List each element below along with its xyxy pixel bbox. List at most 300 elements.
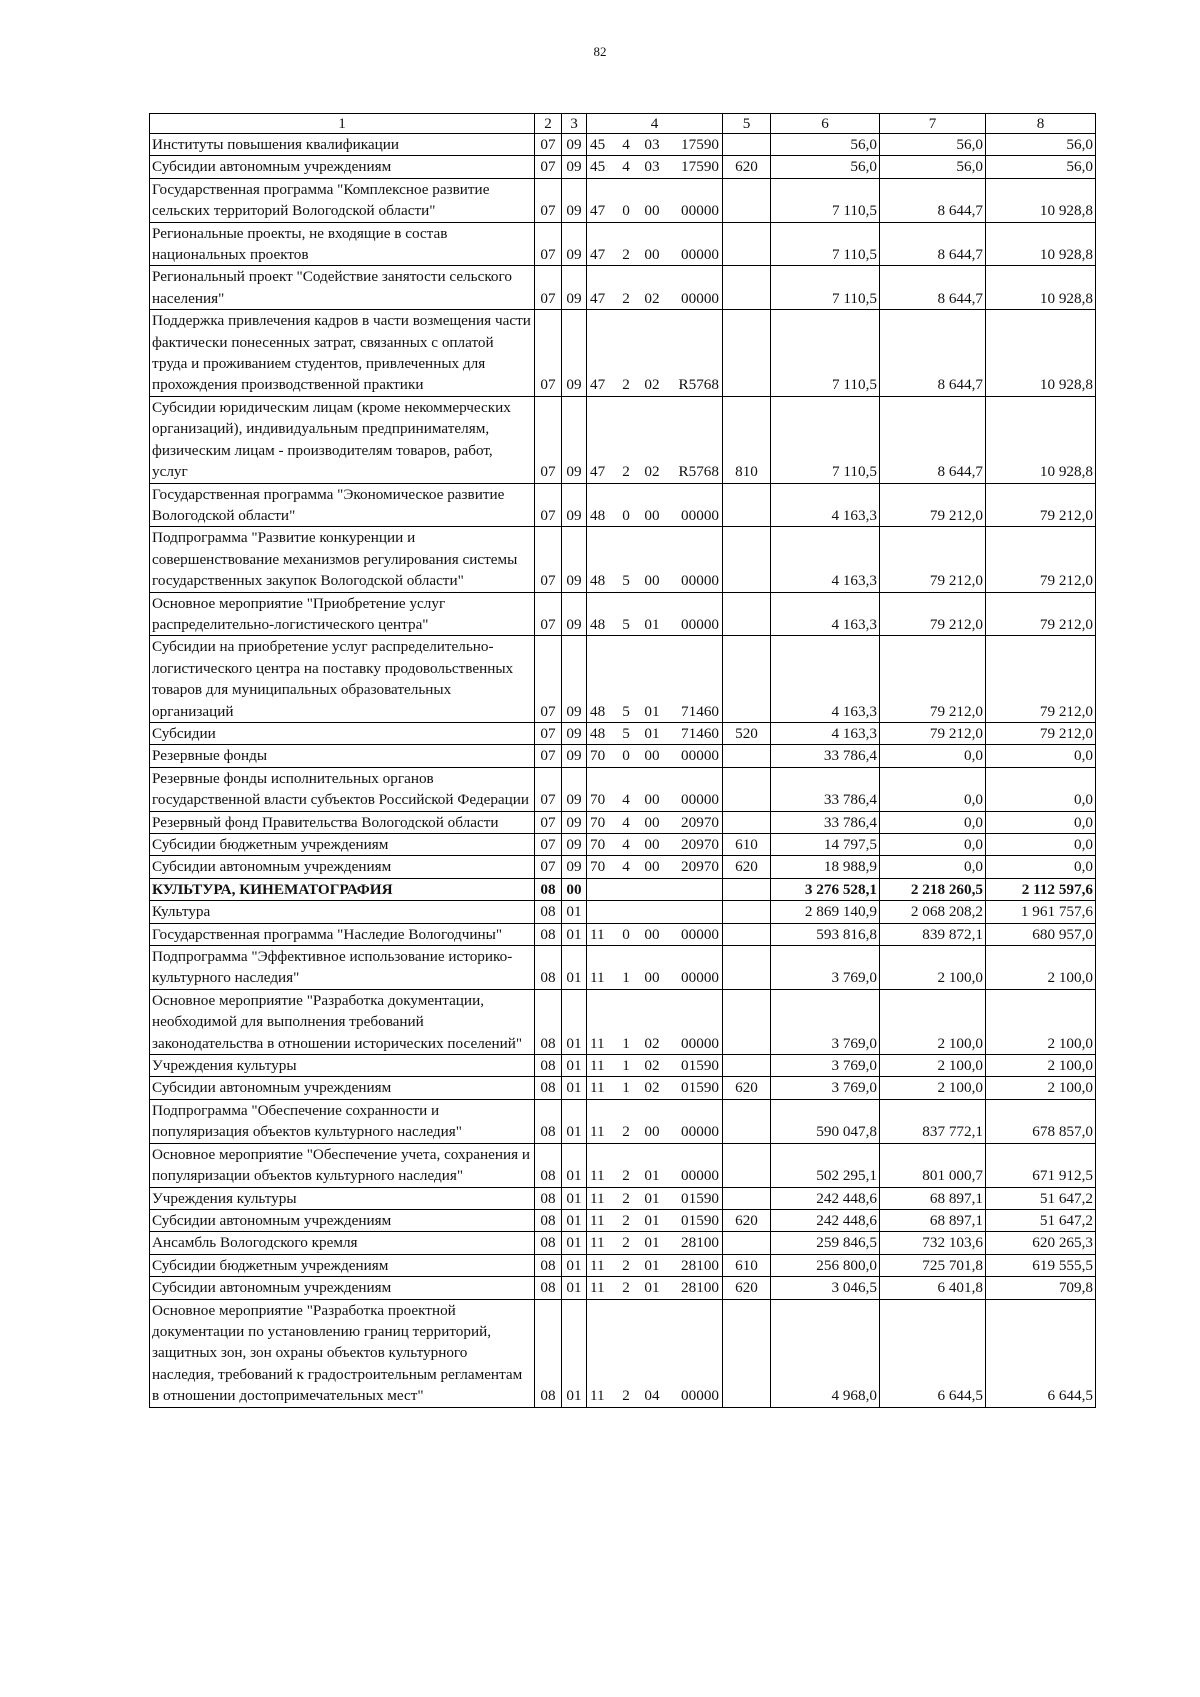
row-subsection: 01 [562,901,587,923]
target-code-p3: 01 [644,1234,660,1252]
row-target-code [587,396,723,483]
row-subsection: 09 [562,527,587,592]
row-section: 08 [535,1099,562,1143]
row-name: Основное мероприятие "Разработка проектной документации по установлению границ территорий, защитных зон, зон охраны объектов культурного наследия, требований к градостроительным регламентам в отношении достопримечательных мест" [150,1299,535,1407]
row-expense-type [723,1143,771,1187]
row-target-code [587,722,723,744]
row-subsection: 09 [562,767,587,811]
target-code-p1: 11 [590,1034,605,1052]
header-col-6: 6 [771,114,880,134]
target-code-p3: 01 [644,724,660,742]
row-amount-year-2: 68 897,1 [880,1209,986,1231]
row-subsection: 01 [562,923,587,945]
target-code-parts [587,1188,722,1209]
target-code-parts [587,1385,722,1406]
target-code-parts [587,1232,722,1253]
row-amount-year-1: 7 110,5 [771,178,880,222]
target-code-p1: 11 [590,925,605,943]
table-row [150,1232,1096,1254]
target-code-parts [587,288,722,309]
row-subsection: 09 [562,134,587,156]
row-subsection: 09 [562,156,587,178]
row-target-code [587,1232,723,1254]
row-name: Субсидии автономным учреждениям [150,1277,535,1299]
row-amount-year-1: 4 163,3 [771,722,880,744]
row-amount-year-2: 732 103,6 [880,1232,986,1254]
target-code-p2: 0 [622,506,630,524]
row-expense-type [723,1099,771,1143]
row-section: 07 [535,592,562,636]
table-row [150,834,1096,856]
target-code-p2: 2 [622,1123,630,1141]
target-code-p3: 00 [644,925,660,943]
row-amount-year-1: 33 786,4 [771,745,880,767]
target-code-p4: R5768 [678,376,719,394]
row-amount-year-2: 837 772,1 [880,1099,986,1143]
row-expense-type [723,745,771,767]
header-col-4: 4 [587,114,723,134]
target-code-p4: 00000 [681,1123,719,1141]
row-subsection: 09 [562,483,587,527]
table-row [150,745,1096,767]
target-code-p3: 02 [644,1034,660,1052]
target-code-parts [587,1033,722,1054]
target-code-parts [587,924,722,945]
target-code-p2: 2 [622,289,630,307]
target-code-p4: 17590 [681,158,719,176]
row-target-code [587,266,723,310]
target-code-p3: 04 [644,1387,660,1405]
row-amount-year-2: 2 100,0 [880,946,986,990]
row-amount-year-2: 56,0 [880,134,986,156]
target-code-p3: 00 [644,969,660,987]
row-subsection: 01 [562,989,587,1054]
row-amount-year-1: 4 968,0 [771,1299,880,1407]
row-amount-year-1: 56,0 [771,134,880,156]
row-section: 08 [535,1187,562,1209]
row-subsection: 09 [562,222,587,266]
row-expense-type: 610 [723,834,771,856]
row-subsection: 09 [562,856,587,878]
row-amount-year-1: 3 276 528,1 [771,878,880,900]
row-amount-year-3: 10 928,8 [986,178,1096,222]
row-name: Региональные проекты, не входящие в состав национальных проектов [150,222,535,266]
target-code-parts [587,1165,722,1186]
row-target-code [587,1277,723,1299]
target-code-p3: 02 [644,376,660,394]
row-amount-year-3: 10 928,8 [986,222,1096,266]
row-amount-year-1: 3 769,0 [771,1077,880,1099]
target-code-p1: 11 [590,1387,605,1405]
row-section: 08 [535,1143,562,1187]
row-amount-year-1: 56,0 [771,156,880,178]
row-amount-year-2: 79 212,0 [880,483,986,527]
row-name: Подпрограмма "Развитие конкуренции и совершенствование механизмов регулирования системы государственных закупок Вологодской области" [150,527,535,592]
row-amount-year-3: 79 212,0 [986,636,1096,723]
target-code-p2: 2 [622,1211,630,1229]
row-amount-year-1: 7 110,5 [771,310,880,397]
target-code-p2: 2 [622,1256,630,1274]
row-name: Субсидии автономным учреждениям [150,856,535,878]
row-amount-year-1: 4 163,3 [771,636,880,723]
table-row [150,134,1096,156]
target-code-p4: 00000 [681,506,719,524]
target-code-parts [587,156,722,177]
row-expense-type [723,1187,771,1209]
row-name: Субсидии бюджетным учреждениям [150,1254,535,1276]
header-row [150,114,1096,134]
target-code-p1: 70 [590,858,606,876]
row-expense-type [723,989,771,1054]
table-row [150,901,1096,923]
target-code-p2: 4 [622,158,630,176]
row-section: 08 [535,1254,562,1276]
target-code-p4: 01590 [681,1189,719,1207]
target-code-p4: 28100 [681,1234,719,1252]
target-code-p4: 71460 [681,702,719,720]
row-target-code [587,811,723,833]
row-expense-type [723,923,771,945]
target-code-p2: 1 [622,1057,630,1075]
row-section: 07 [535,310,562,397]
row-expense-type: 520 [723,722,771,744]
target-code-p2: 2 [622,463,630,481]
table-row [150,1099,1096,1143]
target-code-p1: 11 [590,969,605,987]
row-amount-year-2: 8 644,7 [880,222,986,266]
row-name: Субсидии на приобретение услуг распределительно-логистического центра на поставку продовольственных товаров для муниципальных образовательных организаций [150,636,535,723]
row-amount-year-2: 79 212,0 [880,527,986,592]
row-subsection: 00 [562,878,587,900]
row-section: 07 [535,834,562,856]
target-code-parts [587,1077,722,1098]
row-amount-year-3: 620 265,3 [986,1232,1096,1254]
target-code-p3: 00 [644,791,660,809]
target-code-p3: 00 [644,747,660,765]
target-code-p2: 2 [622,1234,630,1252]
target-code-parts [587,1210,722,1231]
row-section: 07 [535,396,562,483]
target-code-p4: 20970 [681,836,719,853]
row-name: Региональный проект "Содействие занятости сельского населения" [150,266,535,310]
row-target-code [587,527,723,592]
target-code-p2: 2 [622,1167,630,1185]
row-amount-year-1: 2 869 140,9 [771,901,880,923]
target-code-p1: 48 [590,572,606,590]
target-code-p2: 4 [622,858,630,876]
row-target-code [587,483,723,527]
target-code-p3: 02 [644,289,660,307]
target-code-p3: 00 [644,572,660,590]
row-expense-type [723,878,771,900]
row-name: Субсидии [150,722,535,744]
row-expense-type: 810 [723,396,771,483]
row-target-code [587,1254,723,1276]
row-amount-year-1: 3 046,5 [771,1277,880,1299]
target-code-parts [587,701,722,722]
target-code-p3: 00 [644,813,660,831]
row-amount-year-1: 33 786,4 [771,767,880,811]
row-subsection: 09 [562,636,587,723]
target-code-p2: 1 [622,1079,630,1097]
row-section: 08 [535,1299,562,1407]
target-code-p4: 00000 [681,969,719,987]
row-name: Субсидии бюджетным учреждениям [150,834,535,856]
target-code-p3: 01 [644,1211,660,1229]
row-subsection: 01 [562,1099,587,1143]
row-amount-year-3: 2 100,0 [986,1077,1096,1099]
row-section: 08 [535,923,562,945]
row-target-code [587,134,723,156]
target-code-parts [587,461,722,482]
row-target-code [587,1143,723,1187]
row-amount-year-3: 10 928,8 [986,310,1096,397]
row-subsection: 01 [562,1232,587,1254]
row-target-code [587,310,723,397]
target-code-p4: 00000 [681,572,719,590]
row-name: Государственная программа "Экономическое развитие Вологодской области" [150,483,535,527]
table-row [150,856,1096,878]
target-code-p2: 2 [622,376,630,394]
row-amount-year-3: 79 212,0 [986,592,1096,636]
row-name: Субсидии юридическим лицам (кроме некоммерческих организаций), индивидуальным предпринимателям, физическим лицам - производителям товаров, работ, услуг [150,396,535,483]
table-row [150,156,1096,178]
row-amount-year-3: 10 928,8 [986,396,1096,483]
table-body [150,134,1096,1408]
row-amount-year-2: 0,0 [880,811,986,833]
row-expense-type [723,1232,771,1254]
row-amount-year-3: 0,0 [986,811,1096,833]
header-col-1: 1 [150,114,535,134]
row-section: 07 [535,156,562,178]
target-code-p4: 00000 [681,1387,719,1405]
target-code-p3: 01 [644,1279,660,1297]
row-amount-year-3: 680 957,0 [986,923,1096,945]
row-target-code [587,946,723,990]
row-name: Резервные фонды [150,745,535,767]
row-name: КУЛЬТУРА, КИНЕМАТОГРАФИЯ [150,878,535,900]
row-amount-year-3: 51 647,2 [986,1187,1096,1209]
row-target-code [587,745,723,767]
header-col-2: 2 [535,114,562,134]
row-amount-year-1: 7 110,5 [771,266,880,310]
row-section: 07 [535,266,562,310]
row-expense-type [723,1299,771,1407]
row-amount-year-2: 801 000,7 [880,1143,986,1187]
row-amount-year-3: 2 112 597,6 [986,878,1096,900]
table-row [150,767,1096,811]
table-row [150,178,1096,222]
row-target-code [587,901,723,923]
row-section: 07 [535,222,562,266]
target-code-p3: 00 [644,1123,660,1141]
target-code-p2: 4 [622,136,630,153]
row-amount-year-2: 2 218 260,5 [880,878,986,900]
target-code-parts [587,812,722,833]
target-code-p1: 47 [590,202,606,220]
target-code-parts [587,505,722,526]
row-section: 07 [535,527,562,592]
target-code-p3: 00 [644,836,660,853]
row-amount-year-2: 56,0 [880,156,986,178]
row-section: 07 [535,636,562,723]
target-code-p1: 70 [590,836,606,853]
row-subsection: 01 [562,1143,587,1187]
target-code-p1: 47 [590,289,606,307]
row-amount-year-3: 6 644,5 [986,1299,1096,1407]
row-expense-type [723,178,771,222]
target-code-p3: 02 [644,463,660,481]
row-expense-type [723,946,771,990]
table-row [150,310,1096,397]
row-subsection: 01 [562,1209,587,1231]
header-col-8: 8 [986,114,1096,134]
row-amount-year-1: 242 448,6 [771,1187,880,1209]
row-name: Основное мероприятие "Приобретение услуг распределительно-логистического центра" [150,592,535,636]
target-code-p4: 01590 [681,1057,719,1075]
row-subsection: 09 [562,722,587,744]
table-row [150,527,1096,592]
target-code-parts [587,1277,722,1298]
row-expense-type: 620 [723,1209,771,1231]
row-amount-year-2: 79 212,0 [880,722,986,744]
row-section: 08 [535,878,562,900]
row-amount-year-3: 0,0 [986,856,1096,878]
target-code-p4: 00000 [681,202,719,220]
target-code-parts [587,244,722,265]
row-section: 08 [535,1277,562,1299]
target-code-parts [587,570,722,591]
row-expense-type [723,767,771,811]
target-code-p2: 4 [622,836,630,853]
table-row [150,222,1096,266]
row-section: 08 [535,1209,562,1231]
row-amount-year-3: 79 212,0 [986,722,1096,744]
row-amount-year-2: 8 644,7 [880,178,986,222]
row-name: Резервный фонд Правительства Вологодской области [150,811,535,833]
table-row [150,1143,1096,1187]
row-amount-year-2: 0,0 [880,856,986,878]
target-code-p3: 01 [644,615,660,633]
row-amount-year-3: 51 647,2 [986,1209,1096,1231]
target-code-p4: 01590 [681,1079,719,1097]
row-section: 07 [535,745,562,767]
target-code-p3: 00 [644,858,660,876]
budget-table [149,113,1096,1408]
target-code-p2: 2 [622,246,630,264]
row-subsection: 09 [562,310,587,397]
row-target-code [587,856,723,878]
target-code-parts [587,789,722,810]
row-expense-type [723,527,771,592]
row-amount-year-2: 2 100,0 [880,1055,986,1077]
target-code-p1: 45 [590,136,606,153]
row-amount-year-1: 256 800,0 [771,1254,880,1276]
row-amount-year-2: 2 100,0 [880,1077,986,1099]
row-section: 07 [535,178,562,222]
row-name: Субсидии автономным учреждениям [150,156,535,178]
row-amount-year-3: 2 100,0 [986,989,1096,1054]
target-code-parts [587,834,722,855]
target-code-p3: 01 [644,1256,660,1274]
row-section: 08 [535,1232,562,1254]
row-expense-type [723,483,771,527]
row-target-code [587,923,723,945]
row-amount-year-3: 56,0 [986,156,1096,178]
target-code-parts [587,1121,722,1142]
row-amount-year-1: 7 110,5 [771,222,880,266]
target-code-p1: 70 [590,813,606,831]
row-name: Ансамбль Вологодского кремля [150,1232,535,1254]
target-code-p4: 00000 [681,925,719,943]
row-amount-year-2: 68 897,1 [880,1187,986,1209]
row-expense-type [723,266,771,310]
row-target-code [587,1299,723,1407]
row-amount-year-3: 79 212,0 [986,483,1096,527]
target-code-p3: 01 [644,702,660,720]
target-code-p2: 2 [622,1387,630,1405]
row-name: Институты повышения квалификации [150,134,535,156]
row-expense-type [723,1055,771,1077]
row-amount-year-3: 10 928,8 [986,266,1096,310]
row-expense-type [723,134,771,156]
row-amount-year-2: 8 644,7 [880,310,986,397]
target-code-p3: 03 [644,158,660,176]
target-code-p1: 11 [590,1211,605,1229]
row-target-code [587,989,723,1054]
target-code-p1: 70 [590,747,606,765]
row-amount-year-3: 1 961 757,6 [986,901,1096,923]
row-expense-type: 620 [723,1277,771,1299]
table-row [150,1055,1096,1077]
target-code-p4: 00000 [681,1034,719,1052]
row-amount-year-1: 590 047,8 [771,1099,880,1143]
row-amount-year-1: 3 769,0 [771,946,880,990]
row-subsection: 09 [562,745,587,767]
row-subsection: 09 [562,811,587,833]
target-code-p1: 11 [590,1256,605,1274]
row-amount-year-1: 3 769,0 [771,1055,880,1077]
table-row [150,811,1096,833]
row-amount-year-3: 678 857,0 [986,1099,1096,1143]
table-row [150,1077,1096,1099]
row-amount-year-2: 0,0 [880,834,986,856]
target-code-p1: 48 [590,724,606,742]
row-target-code [587,834,723,856]
table-row [150,636,1096,723]
row-name: Основное мероприятие "Разработка документации, необходимой для выполнения требований законодательства в отношении исторических поселений" [150,989,535,1054]
target-code-p1: 70 [590,791,606,809]
target-code-p3: 01 [644,1167,660,1185]
target-code-p4: 28100 [681,1256,719,1274]
target-code-p4: 00000 [681,615,719,633]
target-code-p3: 00 [644,246,660,264]
target-code-p2: 0 [622,202,630,220]
target-code-parts [587,723,722,744]
row-amount-year-2: 79 212,0 [880,636,986,723]
target-code-p4: 00000 [681,747,719,765]
row-expense-type [723,636,771,723]
row-subsection: 01 [562,946,587,990]
row-section: 08 [535,1055,562,1077]
row-name: Культура [150,901,535,923]
table-row [150,1209,1096,1231]
target-code-p3: 00 [644,506,660,524]
target-code-p3: 03 [644,136,660,153]
row-expense-type: 620 [723,856,771,878]
target-code-parts [587,134,722,155]
target-code-p4: 00000 [681,1167,719,1185]
